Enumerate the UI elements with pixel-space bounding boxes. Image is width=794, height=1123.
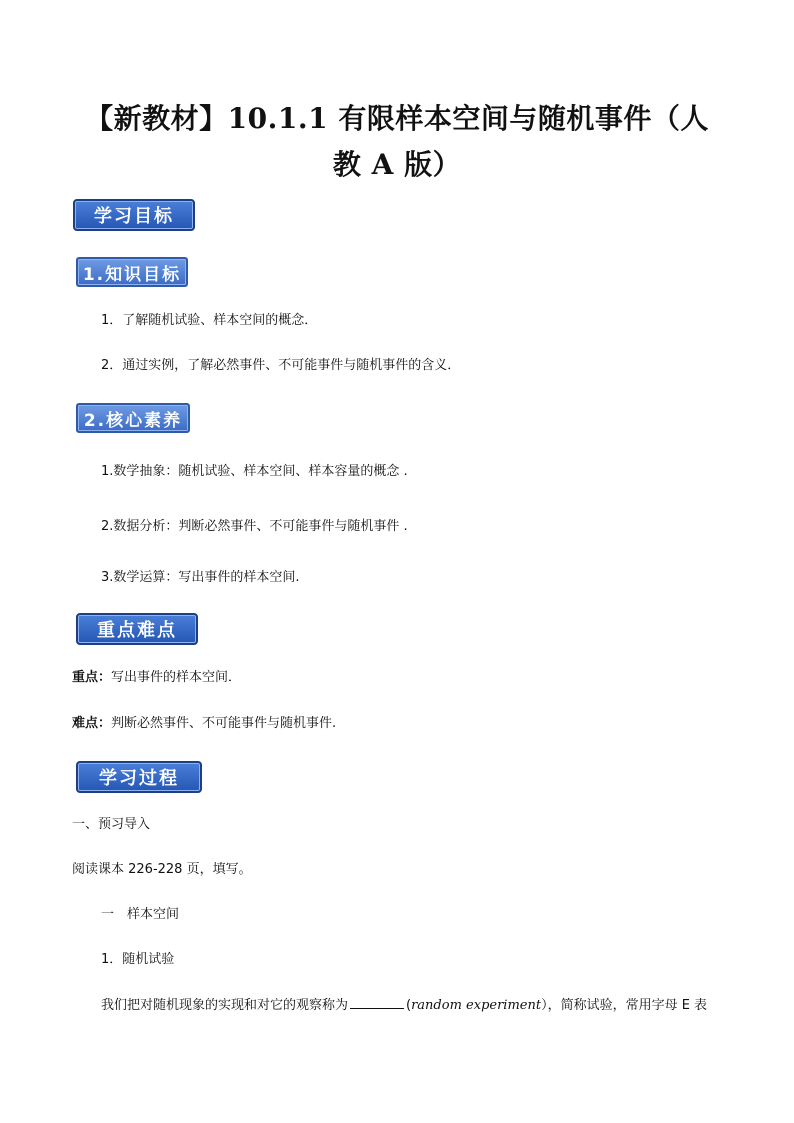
key-point-line (72, 669, 241, 687)
literacy-item: 1.数学抽象：随机试验、样本空间、样本容量的概念 . (101, 464, 408, 479)
process-subheading: 一 样本空间 (101, 907, 180, 922)
paragraph-text-after: ），简称试验，常用字母 E 表 (541, 998, 708, 1013)
literacy-item: 2.数据分析：判断必然事件、不可能事件与随机事件 . (101, 519, 408, 534)
section-tag-knowledge-goals: 1.知识目标 (76, 257, 188, 287)
paragraph-text-before: 我们把对随机现象的实现和对它的观察称为 (101, 998, 349, 1013)
difficulty-text: 判断必然事件、不可能事件与随机事件. (111, 716, 337, 731)
paragraph-term: random experiment (411, 998, 542, 1013)
difficulty-line (72, 715, 336, 733)
section-tag-core-literacy: 2.核心素养 (76, 403, 190, 433)
process-item: 1．随机试验 (101, 952, 175, 967)
key-point-text: 写出事件的样本空间． (111, 670, 242, 685)
difficulty-label: 难点： (72, 716, 112, 731)
section-tag-learning-goals: 学习目标 (73, 199, 195, 231)
process-read-instruction: 阅读课本 226-228 页，填写。 (72, 862, 252, 877)
fill-in-blank[interactable] (350, 996, 404, 1009)
title-line-2: 教 A 版） (332, 148, 462, 181)
knowledge-item: 1．了解随机试验、样本空间的概念． (101, 313, 318, 328)
process-paragraph: 我们把对随机现象的实现和对它的观察称为 (random experiment），简称试验，常用字母 E 表 (101, 998, 708, 1013)
process-step-heading: 一、预习导入 (72, 817, 151, 832)
section-tag-learning-process: 学习过程 (76, 761, 202, 793)
literacy-item: 3.数学运算：写出事件的样本空间. (101, 570, 300, 585)
title-line-1: 【新教材】10.1.1 有限样本空间与随机事件（人 (85, 102, 709, 135)
document-title (60, 96, 734, 188)
key-point-label: 重点： (72, 670, 112, 685)
knowledge-item: 2．通过实例，了解必然事件、不可能事件与随机事件的含义． (101, 358, 461, 373)
section-tag-key-points: 重点难点 (76, 613, 198, 645)
